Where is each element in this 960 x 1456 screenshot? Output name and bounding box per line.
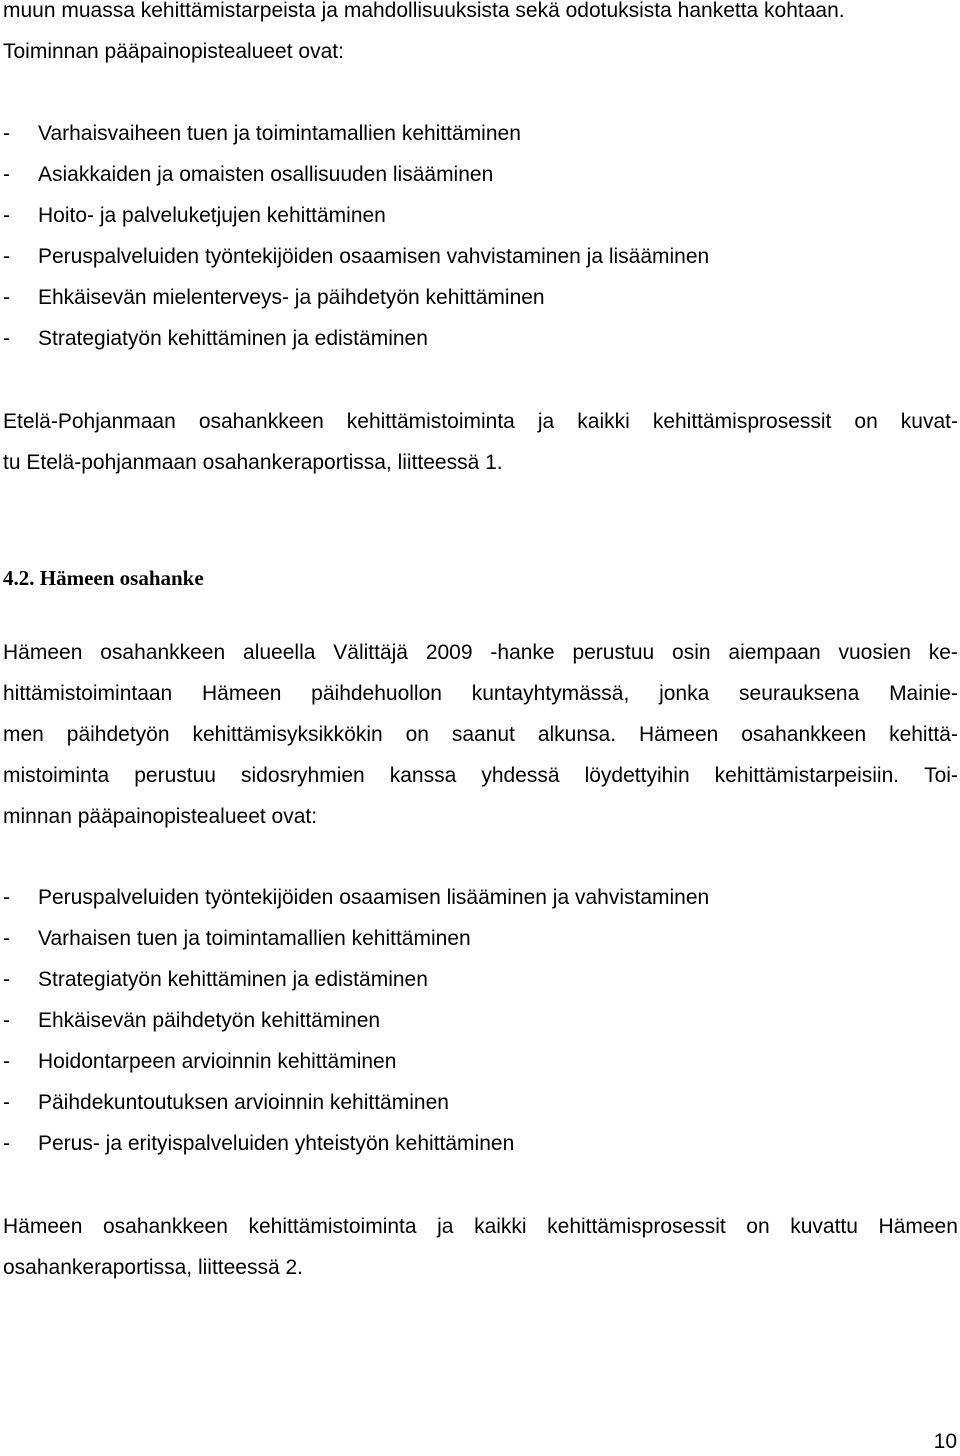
bullet-marker: - xyxy=(3,1091,10,1114)
list-item xyxy=(3,242,709,272)
bullet-marker: - xyxy=(3,927,10,950)
word: kehittämistarpeisiin. xyxy=(714,764,900,787)
word: kaikki xyxy=(577,410,630,433)
word: perustuu xyxy=(134,764,216,787)
word: kuntayhtymässä, xyxy=(471,682,630,705)
list-item-text: Peruspalveluiden työntekijöiden osaamisen lisääminen ja vahvistaminen xyxy=(38,886,710,909)
word: osahankkeen xyxy=(100,641,226,664)
word: osahankkeen xyxy=(741,723,867,746)
list-item-text: Perus- ja erityispalveluiden yhteistyön kehittäminen xyxy=(38,1132,515,1155)
word: ja xyxy=(537,410,555,433)
word: -hanke xyxy=(490,641,555,664)
hame-closing-line-1 xyxy=(3,1212,958,1242)
word: hittämistoimintaan xyxy=(3,682,173,705)
word: kanssa xyxy=(389,764,457,787)
bullet-marker: - xyxy=(3,968,10,991)
word: ke- xyxy=(928,641,958,664)
bullet-marker: - xyxy=(3,327,10,350)
word: vuosien xyxy=(838,641,911,664)
word: perustuu xyxy=(572,641,655,664)
word: alkunsa. xyxy=(537,723,617,746)
word: Välittäjä xyxy=(333,641,408,664)
word: on xyxy=(405,723,429,746)
word: löydettyihin xyxy=(584,764,690,787)
word: kehittämistoiminta xyxy=(346,410,515,433)
word: yhdessä xyxy=(481,764,560,787)
list-item xyxy=(3,283,545,313)
word: osahankkeen xyxy=(198,410,324,433)
section-heading: 4.2. Hämeen osahanke xyxy=(3,566,204,590)
bullet-marker: - xyxy=(3,122,10,145)
intro-closing-line-1 xyxy=(3,407,958,437)
paragraph-line xyxy=(3,638,958,668)
list-item-text: Ehkäisevän mielenterveys- ja päihdetyön kehittäminen xyxy=(38,286,545,309)
list-item-text: Strategiatyön kehittäminen ja edistäminen xyxy=(38,968,428,991)
list-item xyxy=(3,965,428,995)
list-item xyxy=(3,160,493,190)
list-item xyxy=(3,1088,449,1118)
bullet-marker: - xyxy=(3,1132,10,1155)
bullet-marker: - xyxy=(3,886,10,909)
word: seurauksena xyxy=(739,682,860,705)
list-item-text: Varhaisvaiheen tuen ja toimintamallien kehittäminen xyxy=(38,122,521,145)
word: Hämeen xyxy=(202,682,282,705)
list-item xyxy=(3,883,709,913)
word: sidosryhmien xyxy=(241,764,365,787)
word: saanut xyxy=(451,723,515,746)
list-item-text: Strategiatyön kehittäminen ja edistäminen xyxy=(38,327,428,350)
word: Toi- xyxy=(924,764,958,787)
list-item-text: Päihdekuntoutuksen arvioinnin kehittäminen xyxy=(38,1091,449,1114)
list-item xyxy=(3,1006,380,1036)
paragraph-line xyxy=(3,679,958,709)
paragraph-line: minnan pääpainopistealueet ovat: xyxy=(3,805,318,828)
hame-closing-line-2: osahankeraportissa, liitteessä 2. xyxy=(3,1256,303,1279)
list-item xyxy=(3,1129,514,1159)
word: Hämeen xyxy=(638,723,719,746)
bullet-marker: - xyxy=(3,163,10,186)
word: mistoiminta xyxy=(3,764,110,787)
word: kuvat- xyxy=(900,410,958,433)
list-item xyxy=(3,119,521,149)
word: kehittä- xyxy=(889,723,958,746)
word: 2009 xyxy=(425,641,473,664)
list-item-text: Ehkäisevän päihdetyön kehittäminen xyxy=(38,1009,381,1032)
word: osin xyxy=(672,641,711,664)
word: kehittämisprosessit xyxy=(547,1215,726,1238)
word: Mainie- xyxy=(889,682,958,705)
word: men xyxy=(3,723,44,746)
word: Hämeen xyxy=(878,1215,958,1238)
word: on xyxy=(854,410,878,433)
word: jonka xyxy=(659,682,710,705)
bullet-marker: - xyxy=(3,1050,10,1073)
paragraph-line xyxy=(3,761,958,791)
word: aiempaan xyxy=(728,641,821,664)
intro-closing-line-2: tu Etelä-pohjanmaan osahankeraportissa, liitteessä 1. xyxy=(3,451,503,474)
word: kuvattu xyxy=(790,1215,858,1238)
list-item xyxy=(3,201,386,231)
list-item-text: Peruspalveluiden työntekijöiden osaamisen vahvistaminen ja lisääminen xyxy=(38,245,710,268)
word: kehittämisprosessit xyxy=(652,410,832,433)
word: Hämeen xyxy=(3,641,83,664)
word: Etelä-Pohjanmaan xyxy=(3,410,176,433)
list-item-text: Asiakkaiden ja omaisten osallisuuden lisääminen xyxy=(38,163,494,186)
intro-line-1: muun muassa kehittämistarpeista ja mahdollisuuksista sekä odotuksista hanketta kohtaan. xyxy=(3,0,845,22)
word: on xyxy=(746,1215,770,1238)
bullet-marker: - xyxy=(3,204,10,227)
list-item xyxy=(3,924,471,954)
page-number: 10 xyxy=(933,1430,957,1453)
list-item xyxy=(3,1047,396,1077)
list-item-text: Hoidontarpeen arvioinnin kehittäminen xyxy=(38,1050,397,1073)
bullet-marker: - xyxy=(3,245,10,268)
bullet-marker: - xyxy=(3,286,10,309)
word: päihdehuollon xyxy=(311,682,442,705)
word: Hämeen xyxy=(3,1215,83,1238)
word: kehittämistoiminta xyxy=(248,1215,417,1238)
word: kaikki xyxy=(474,1215,527,1238)
word: ja xyxy=(437,1215,454,1238)
word: osahankkeen xyxy=(102,1215,228,1238)
word: päihdetyön xyxy=(66,723,170,746)
paragraph-line xyxy=(3,720,958,750)
list-item-text: Hoito- ja palveluketjujen kehittäminen xyxy=(38,204,386,227)
intro-line-2: Toiminnan pääpainopistealueet ovat: xyxy=(3,40,344,63)
word: kehittämisyksikkökin xyxy=(192,723,383,746)
bullet-marker: - xyxy=(3,1009,10,1032)
word: alueella xyxy=(243,641,316,664)
list-item-text: Varhaisen tuen ja toimintamallien kehittäminen xyxy=(38,927,471,950)
list-item xyxy=(3,324,428,354)
